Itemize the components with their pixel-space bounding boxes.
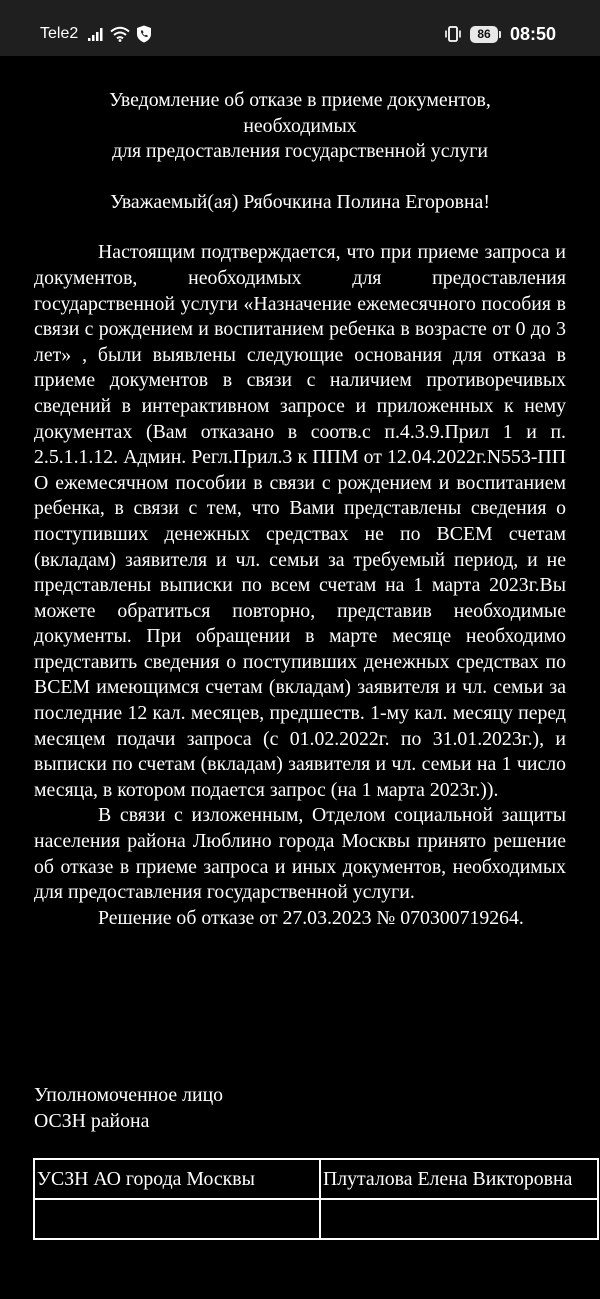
table-cell-official-name: Плуталова Елена Викторовна: [320, 1159, 598, 1199]
document-title: [34, 88, 566, 165]
table-cell-empty: [34, 1199, 320, 1239]
title-line: для предоставления государственной услуги: [112, 140, 488, 163]
body-paragraph-decision-reason: В связи с изложенным, Отделом социальной защиты населения района Люблино города Москвы принято решение об отказе в приеме запроса и иных документов, необходимых для предоставления государственной услуги.: [34, 804, 566, 904]
table-row: [34, 1159, 598, 1199]
clock: 08:50: [510, 24, 557, 44]
authorized-official-block: [34, 1083, 223, 1134]
table-row: [34, 1199, 598, 1239]
status-icons-right: [444, 23, 556, 45]
official-line: Уполномоченное лицо: [34, 1084, 224, 1106]
carrier-name: Tele2: [40, 25, 79, 42]
decision-reference: Решение об отказе от 27.03.2023 № 070300719264.: [98, 906, 524, 929]
greeting: Уважаемый(ая) Рябочкина Полина Егоровна!: [110, 190, 490, 213]
notice-document: [34, 88, 566, 931]
wifi-icon: [110, 26, 130, 42]
status-icons-left: [88, 24, 152, 44]
body-paragraph-main: Настоящим подтверждается, что при приеме запроса и документов, необходимых для предоставления государственной услуги «Назначение ежемесячного пособия в связи с рождением и воспитанием ребенка в возрасте от 0 до 3 лет» , были выявлены следующие основания для отказа в приеме документов в связи с наличием противоречивых сведений в интерактивном запросе и приложенных к нему документах (Вам отказано в соотв.с п.4.3.9.Прил 1 и п. 2.5.1.1.12. Админ. Регл.Прил.3 к ППМ от 12.04.2022г.N553-ПП О ежемесячном пособии в связи с рождением и воспитанием ребенка, в связи с тем, что Вами представлены сведения о поступивших денежных средствах не по ВСЕМ счетам (вкладам) заявителя и чл. семьи за требуемый период, и не представлены выписки по всем счетам на 1 марта 2023г.Вы можете обратиться повторно, представив необходимые документы. При обращении в марте месяце необходимо представить сведения о поступивших денежных средствах по ВСЕМ имеющимся счетам (вкладам) заявителя и чл. семьи за последние 12 кал. месяцев, предшеств. 1-му кал. месяцу перед месяцем подачи запроса (с 01.02.2022г. по 31.01.2023г.), и выписки по счетам (вкладам) заявителя и чл. семьи на 1 число месяца, в котором подается запрос (на 1 марта 2023г.)).: [34, 241, 566, 801]
title-line: необходимых: [243, 114, 357, 137]
shield-phone-icon: [136, 25, 152, 43]
table-cell-empty: [320, 1199, 598, 1239]
title-line: Уведомление об отказе в приеме документов,: [109, 89, 491, 111]
signature-table: [33, 1158, 599, 1240]
signal-strength-icon: [88, 27, 104, 41]
status-bar: [0, 0, 600, 56]
vibrate-icon: [444, 25, 462, 43]
battery-indicator: 86: [470, 26, 498, 43]
official-line: ОСЗН района: [34, 1109, 150, 1132]
table-cell-department: УСЗН АО города Москвы: [34, 1159, 320, 1199]
